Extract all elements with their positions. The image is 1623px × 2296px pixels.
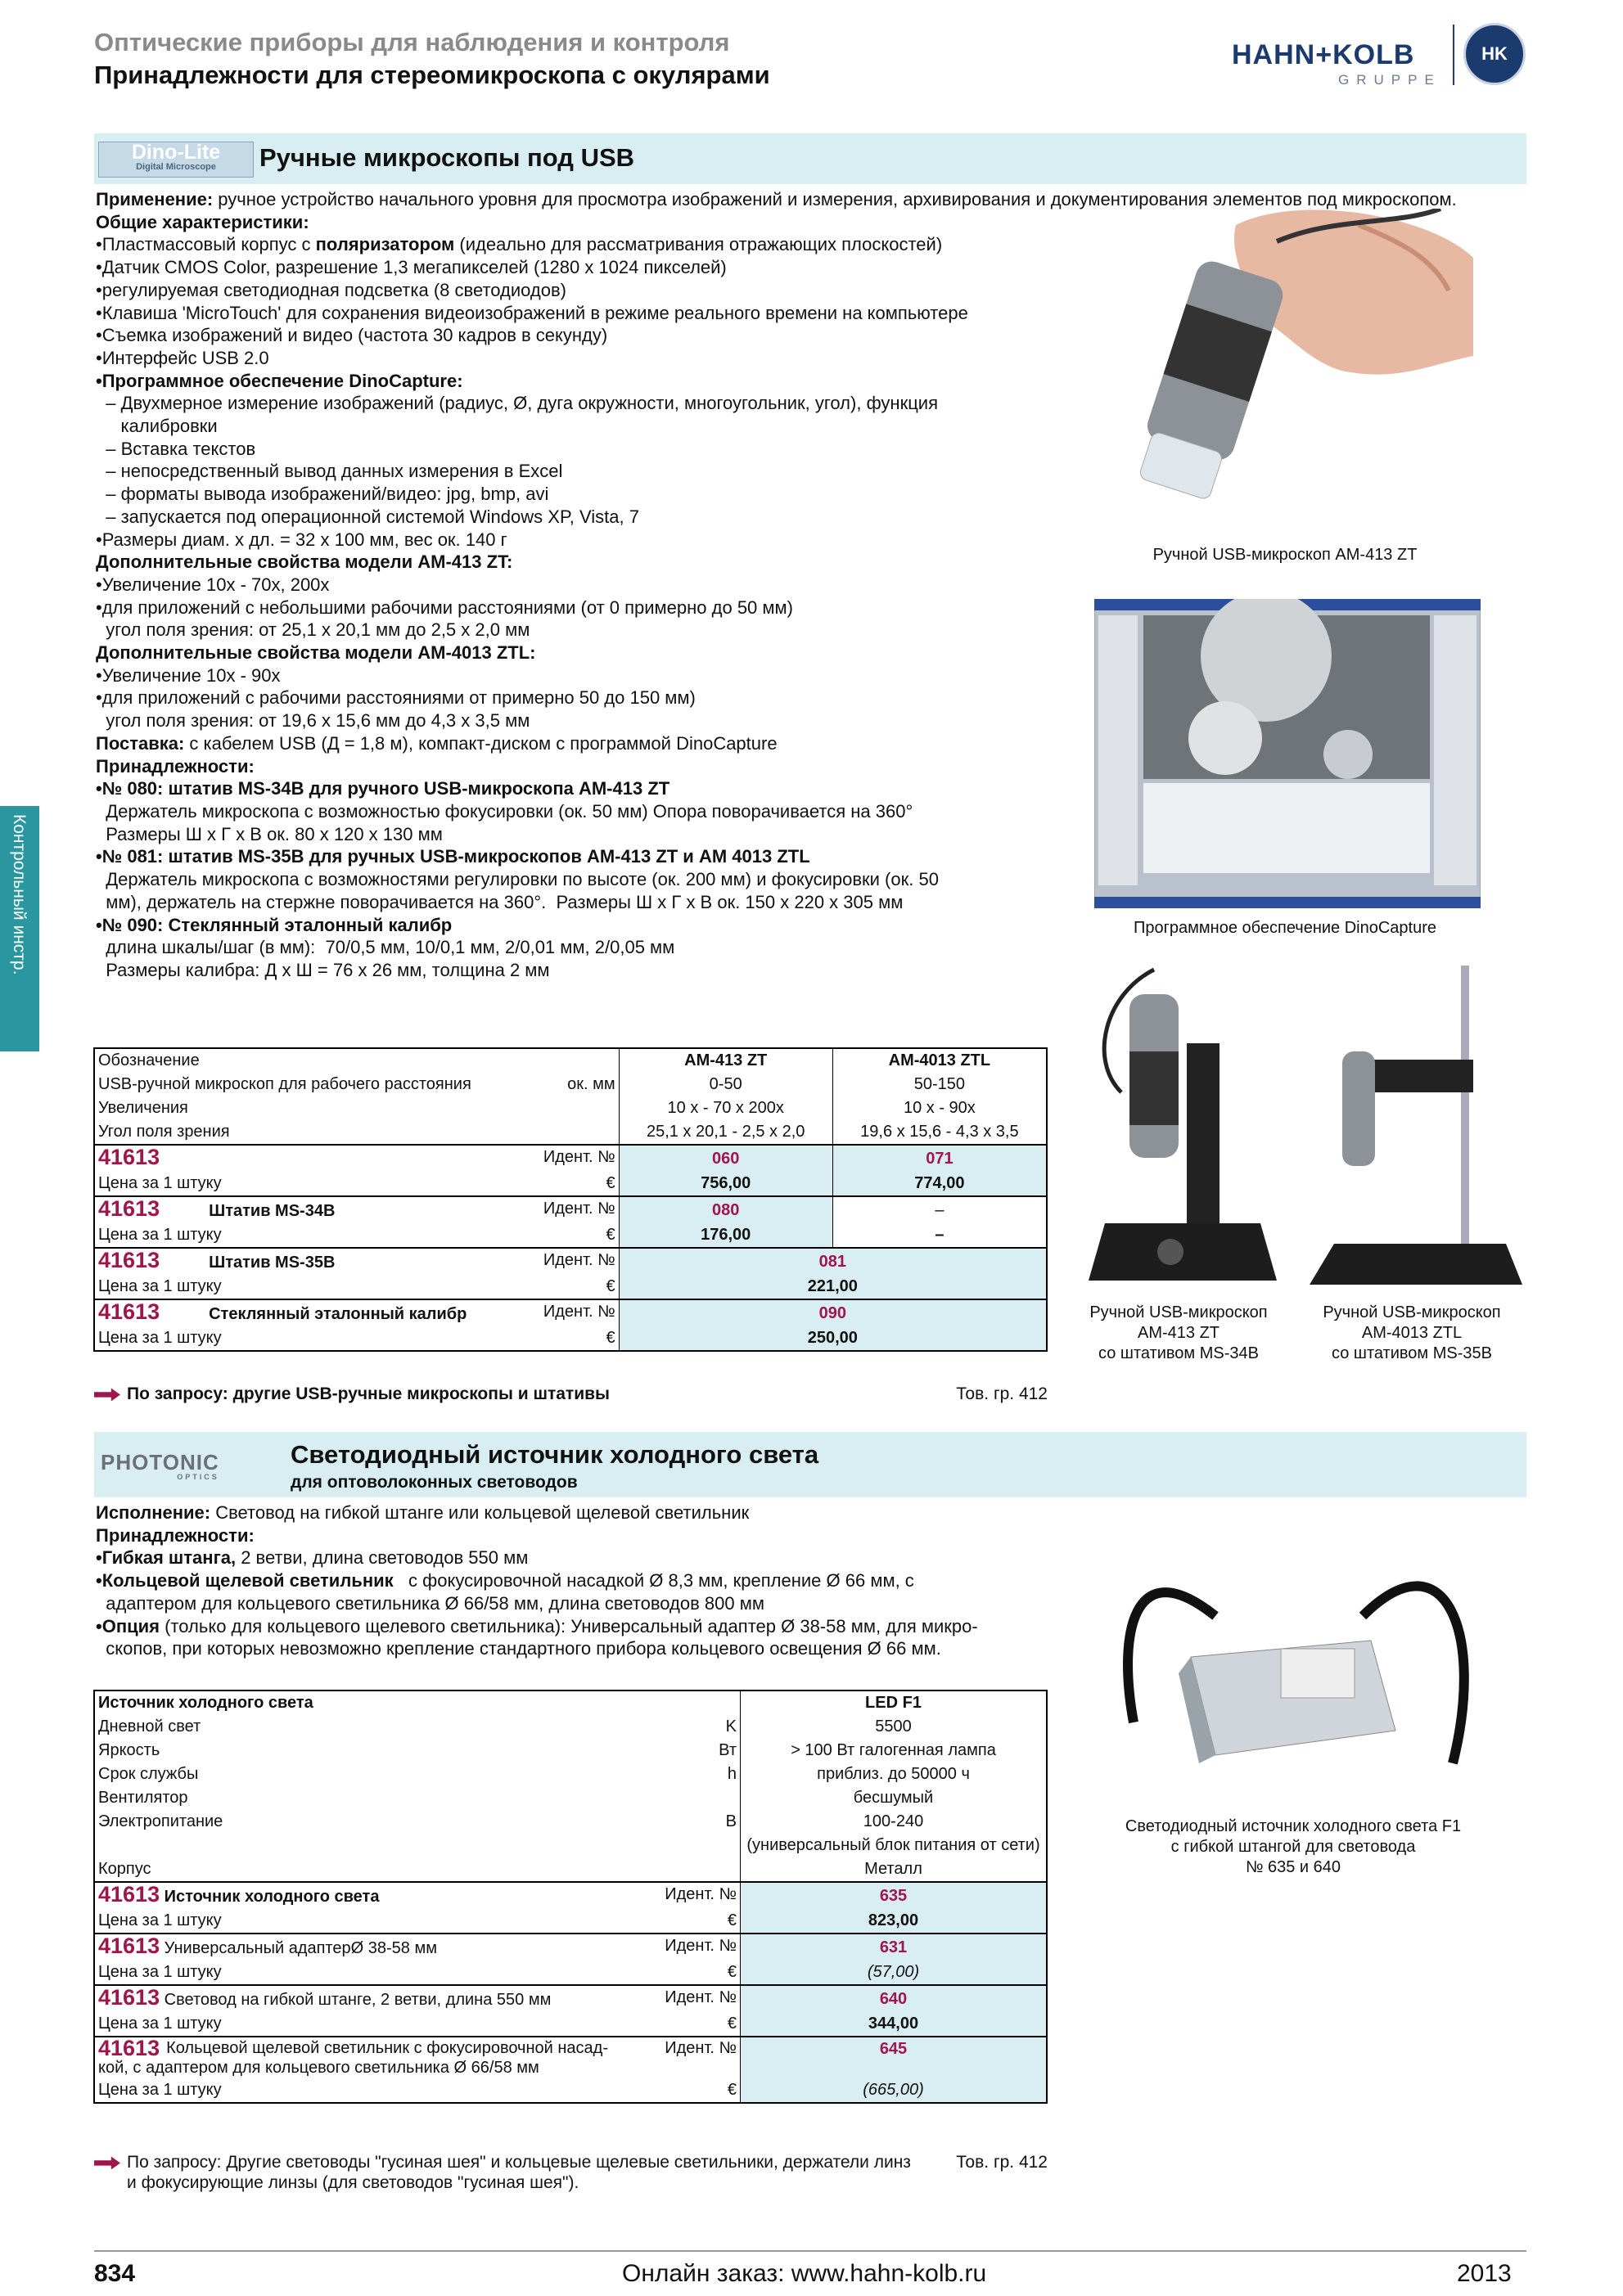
table-row: Цена за 1 штуку € (665,00) — [94, 2078, 1047, 2103]
text-line: Дополнительные свойства модели AM-413 ZT: — [96, 551, 513, 573]
text-line: •Датчик CMOS Color, разрешение 1,3 мегапикселей (1280 x 1024 пикселей) — [96, 257, 727, 278]
dinocapture-software-screenshot — [1094, 599, 1481, 908]
section2-note: По запросу: Другие световоды "гусиная шея" и кольцевые щелевые светильники, держатели линз Тов. гр. 412 и фокусирующие линзы (для световодов "гусиная шея"). — [94, 2152, 1048, 2193]
text-line: •Увеличение 10x - 90x — [96, 664, 281, 686]
section1-title: Ручные микроскопы под USB — [259, 143, 635, 172]
header-title: Принадлежности для стереомикроскопа с окулярами — [94, 61, 770, 89]
section1-spec-table — [93, 1047, 1048, 1352]
table-row: Срок службы h приблиз. до 50000 ч — [94, 1763, 1047, 1786]
arrow-icon — [94, 2156, 120, 2169]
text-line: – Двухмерное измерение изображений (радиус, Ø, дуга окружности, многоугольник, угол), функция — [96, 393, 939, 414]
side-tab-label: Контрольный инстр. — [10, 814, 29, 975]
table-row: Цена за 1 штуку € 221,00 — [94, 1275, 1047, 1299]
section2-title: Светодиодный источник холодного света — [291, 1440, 819, 1469]
table-row: Цена за 1 штуку € 344,00 — [94, 2012, 1047, 2037]
text-line: – Вставка текстов — [96, 438, 256, 459]
table-row: Угол поля зрения 25,1 x 20,1 - 2,5 x 2,0 19,6 x 15,6 - 4,3 x 3,5 — [94, 1120, 1047, 1145]
text-line: •для приложений с рабочими расстояниями от примерно 50 до 150 мм) — [96, 687, 696, 709]
text-line: Применение: ручное устройство начального уровня для просмотра изображений и измерения, архивирования и документирования элементов под микроскопом. — [96, 189, 1457, 209]
cold-light-source-image — [1101, 1518, 1485, 1788]
section1-note: По запросу: другие USB-ручные микроскопы и штативы Тов. гр. 412 — [94, 1384, 1048, 1404]
text-line: Принадлежности: — [96, 755, 255, 777]
table-row: Электропитание В 100-240 — [94, 1810, 1047, 1834]
table-header-row: Источник холодного света LED F1 — [94, 1690, 1047, 1715]
side-tab[interactable] — [0, 806, 39, 1051]
text-line: •Кольцевой щелевой светильник с фокусировочной насадкой Ø 8,3 мм, крепление Ø 66 мм, с — [96, 1570, 914, 1591]
table-row: Цена за 1 штуку € 823,00 — [94, 1909, 1047, 1934]
table-row: Цена за 1 штуку € 250,00 — [94, 1326, 1047, 1351]
page-number: 834 — [94, 2260, 136, 2287]
table-header-row: Обозначение AM-413 ZT AM-4013 ZTL — [94, 1048, 1047, 1073]
text-line: •Программное обеспечение DinoCapture: — [96, 370, 463, 391]
hahn-kolb-logo — [1232, 23, 1539, 88]
text-line: •регулируемая светодиодная подсветка (8 светодиодов) — [96, 279, 566, 300]
table-row: 41613 Штатив MS-35B Идент. № 081 — [94, 1248, 1047, 1275]
text-line: Размеры Ш x Г x В ок. 80 x 120 x 130 мм — [96, 823, 443, 844]
logo-divider — [1453, 25, 1454, 85]
arrow-icon — [94, 1388, 120, 1401]
text-line: угол поля зрения: от 19,6 x 15,6 мм до 4,3 x 3,5 мм — [96, 710, 530, 732]
table-row: (универсальный блок питания от сети) — [94, 1834, 1047, 1857]
text-line: •для приложений с небольшими рабочими расстояниями (от 0 примерно до 50 мм) — [96, 597, 793, 618]
text-line: Держатель микроскопа с возможностью фокусировки (ок. 50 мм) Опора поворачивается на 360° — [96, 800, 913, 822]
text-line: Держатель микроскопа с возможностями регулировки по высоте (ок. 200 мм) и фокусировки (ок. 50 — [96, 869, 939, 890]
microscope-stand-ms35b-image — [1310, 961, 1531, 1297]
table-row: Увеличения 10 x - 70 x 200x 10 x - 90x — [94, 1096, 1047, 1120]
handheld-microscope-image — [1089, 209, 1481, 536]
footer-order-link[interactable]: Онлайн заказ: www.hahn-kolb.ru — [622, 2260, 987, 2287]
photonic-logo: PHOTONIC OPTICS — [101, 1450, 219, 1481]
text-line: – непосредственный вывод данных измерения в Excel — [96, 461, 563, 482]
table-row: 41613 Штатив MS-34B Идент. № 080 – — [94, 1196, 1047, 1223]
text-line: •№ 090: Стеклянный эталонный калибр — [96, 914, 453, 935]
logo-mark: HK — [1463, 23, 1526, 85]
logo-text: HAHN+KOLB — [1232, 39, 1415, 70]
text-line: •№ 080: штатив MS-34B для ручного USB-микроскопа AM-413 ZT — [96, 778, 670, 799]
microscope-stand-ms34b-image — [1072, 961, 1293, 1297]
text-line: •Клавиша 'MicroTouch' для сохранения видеоизображений в режиме реального времени на компьютере — [96, 302, 968, 323]
footer-divider — [94, 2250, 1526, 2252]
text-line: •Размеры диам. x дл. = 32 x 100 мм, вес ок. 140 г — [96, 529, 507, 550]
text-line: калибровки — [96, 416, 218, 437]
table-row: Корпус Металл — [94, 1857, 1047, 1882]
caption-ms34b: Ручной USB-микроскоп AM-413 ZT со штативом MS-34B — [1089, 1303, 1268, 1362]
section2-text — [96, 1501, 1078, 1660]
section2-header — [94, 1432, 1526, 1497]
section1-header — [94, 133, 1526, 184]
dino-lite-logo: Dino-Lite Digital Microscope — [98, 142, 254, 178]
section2-spec-table — [93, 1690, 1048, 2104]
text-line: •Пластмассовый корпус с поляризатором (идеально для рассматривания отражающих плоскостей) — [96, 234, 943, 255]
table-row: USB-ручной микроскоп для рабочего расстояния ок. мм 0-50 50-150 — [94, 1073, 1047, 1096]
table-row: Вентилятор бесшумый — [94, 1786, 1047, 1810]
table-row: Яркость Вт > 100 Вт галогенная лампа — [94, 1739, 1047, 1763]
text-line: Общие характеристики: — [96, 211, 309, 232]
header-category: Оптические приборы для наблюдения и контроля — [94, 28, 730, 56]
table-row: Цена за 1 штуку € 756,00 774,00 — [94, 1172, 1047, 1196]
table-row: 41613 Световод на гибкой штанге, 2 ветви, длина 550 мм Идент. № 640 — [94, 1985, 1047, 2012]
text-line: Поставка: с кабелем USB (Д = 1,8 м), компакт-диском с программой DinoCapture — [96, 732, 778, 754]
caption-ms35b: Ручной USB-микроскоп AM-4013 ZTL со штативом MS-35B — [1323, 1303, 1501, 1362]
text-line: •Опция (только для кольцевого щелевого светильника): Универсальный адаптер Ø 38-58 мм, для микро- — [96, 1615, 978, 1636]
table-row: Дневной свет K 5500 — [94, 1715, 1047, 1739]
table-row: 41613 Идент. № 060 071 — [94, 1145, 1047, 1172]
text-line: Принадлежности: — [96, 1524, 255, 1546]
footer-year: 2013 — [1457, 2260, 1512, 2287]
text-line: Размеры калибра: Д x Ш = 76 x 26 мм, толщина 2 мм — [96, 959, 550, 980]
table-row: Цена за 1 штуку € 176,00 – — [94, 1223, 1047, 1248]
text-line: •Гибкая штанга, 2 ветви, длина световодов 550 мм — [96, 1547, 529, 1569]
text-line: – форматы вывода изображений/видео: jpg, bmp, avi — [96, 484, 549, 505]
table-row: Цена за 1 штуку € (57,00) — [94, 1961, 1047, 1985]
text-line: – запускается под операционной системой Windows XP, Vista, 7 — [96, 506, 639, 527]
table-row: 41613 Источник холодного света Идент. № 635 — [94, 1882, 1047, 1909]
table-row: 41613 Стеклянный эталонный калибр Идент. № 090 — [94, 1299, 1047, 1326]
text-line: •Интерфейс USB 2.0 — [96, 347, 269, 368]
table-row: 41613 Универсальный адаптерØ 38-58 мм Идент. № 631 — [94, 1934, 1047, 1961]
text-line: мм), держатель на стержне поворачивается на 360°. Размеры Ш x Г x В ок. 150 x 220 x 305 мм — [96, 891, 904, 912]
text-line: скопов, при которых невозможно крепление стандартного прибора кольцевого освещения Ø 66 мм. — [96, 1638, 941, 1659]
text-line: длина шкалы/шаг (в мм): 70/0,5 мм, 10/0,1 мм, 2/0,01 мм, 2/0,05 мм — [96, 937, 675, 958]
table-row: 41613 Идент. № Кольцевой щелевой светильник с фокусировочной насад- кой, с адаптером для кольцевого светильника Ø 66/58 мм 645 — [94, 2037, 1047, 2078]
logo-subtext: GRUPPE — [1338, 72, 1441, 88]
caption-handheld: Ручной USB-микроскоп AM-413 ZT — [1152, 546, 1418, 564]
text-line: адаптером для кольцевого светильника Ø 66/58 мм, длина световодов 800 мм — [96, 1592, 764, 1614]
caption-software: Программное обеспечение DinoCapture — [1134, 919, 1436, 937]
text-line: •Съемка изображений и видео (частота 30 кадров в секунду) — [96, 325, 608, 346]
caption-light-source: Светодиодный источник холодного света F1 с гибкой штангой для световода № 635 и 640 — [1125, 1817, 1462, 1876]
text-line: •№ 081: штатив MS-35B для ручных USB-микроскопов AM-413 ZT и AM 4013 ZTL — [96, 846, 810, 867]
text-line: Исполнение: Световод на гибкой штанге или кольцевой щелевой светильник — [96, 1502, 750, 1523]
text-line: угол поля зрения: от 25,1 x 20,1 мм до 2,5 x 2,0 мм — [96, 619, 530, 641]
text-line: Дополнительные свойства модели AM-4013 ZTL: — [96, 642, 536, 664]
text-line: •Увеличение 10x - 70x, 200x — [96, 574, 330, 595]
section2-subtitle: для оптоволоконных световодов — [291, 1473, 578, 1492]
